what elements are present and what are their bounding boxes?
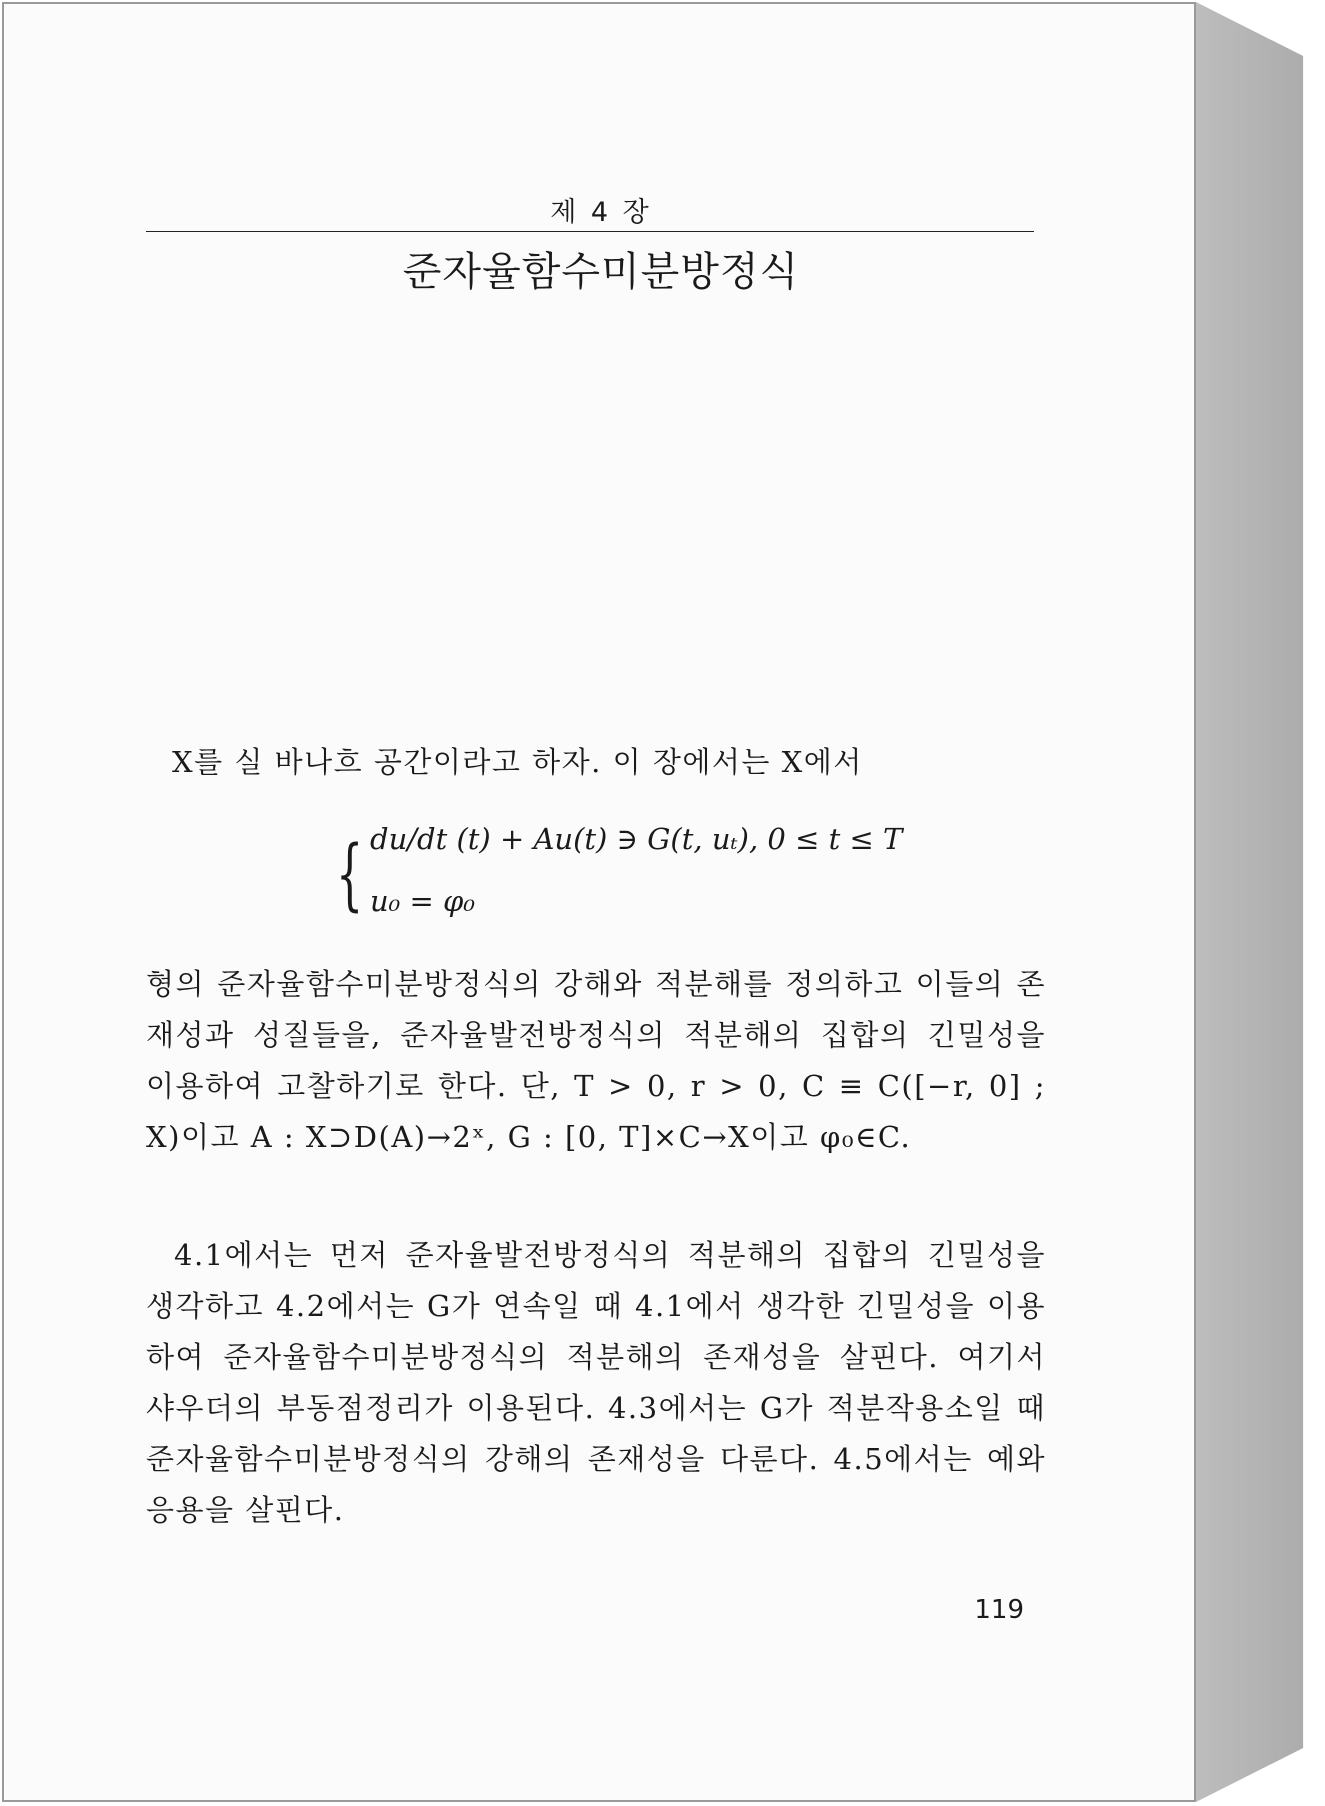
paragraph-1: 형의 준자율함수미분방정식의 강해와 적분해를 정의하고 이들의 존재성과 성질들을, 준자율발전방정식의 적분해의 집합의 긴밀성을 이용하여 고찰하기로 한다. 단, T > 0, r > 0, C ≡ C([−r, 0] ; X)이고 A : X⊃D(A)→2ˣ, G : [0, T]×C→X이고 φ₀∈C. xyxy=(146,967,1046,1154)
page-number: 119 xyxy=(974,1595,1024,1625)
equation-line-2: u₀ = φ₀ xyxy=(370,884,475,918)
chapter-title: 준자율함수미분방정식 xyxy=(402,249,800,295)
chapter-label: 제 4 장 xyxy=(550,197,652,228)
paragraph-2: 4.1에서는 먼저 준자율발전방정식의 적분해의 집합의 긴밀성을 생각하고 4.2에서는 G가 연속일 때 4.1에서 생각한 긴밀성을 이용하여 준자율함수미분방정식의 적분해의 존재성을 살핀다. 여기서 샤우더의 부동점정리가 이용된다. 4.3에서는 G가 적분작용소일 때 준자율함수미분방정식의 강해의 존재성을 다룬다. 4.5에서는 예와 응용을 살핀다. xyxy=(146,1238,1046,1527)
book-side-edge xyxy=(1196,2,1322,1802)
chapter-rule xyxy=(146,231,1034,232)
equation-line-1: du/dt (t) + Au(t) ∋ G(t, uₜ), 0 ≤ t ≤ T xyxy=(370,822,903,856)
equation-brace: { xyxy=(336,830,364,920)
intro-sentence: X를 실 바나흐 공간이라고 하자. 이 장에서는 X에서 xyxy=(172,745,863,779)
book-page xyxy=(2,2,1196,1802)
